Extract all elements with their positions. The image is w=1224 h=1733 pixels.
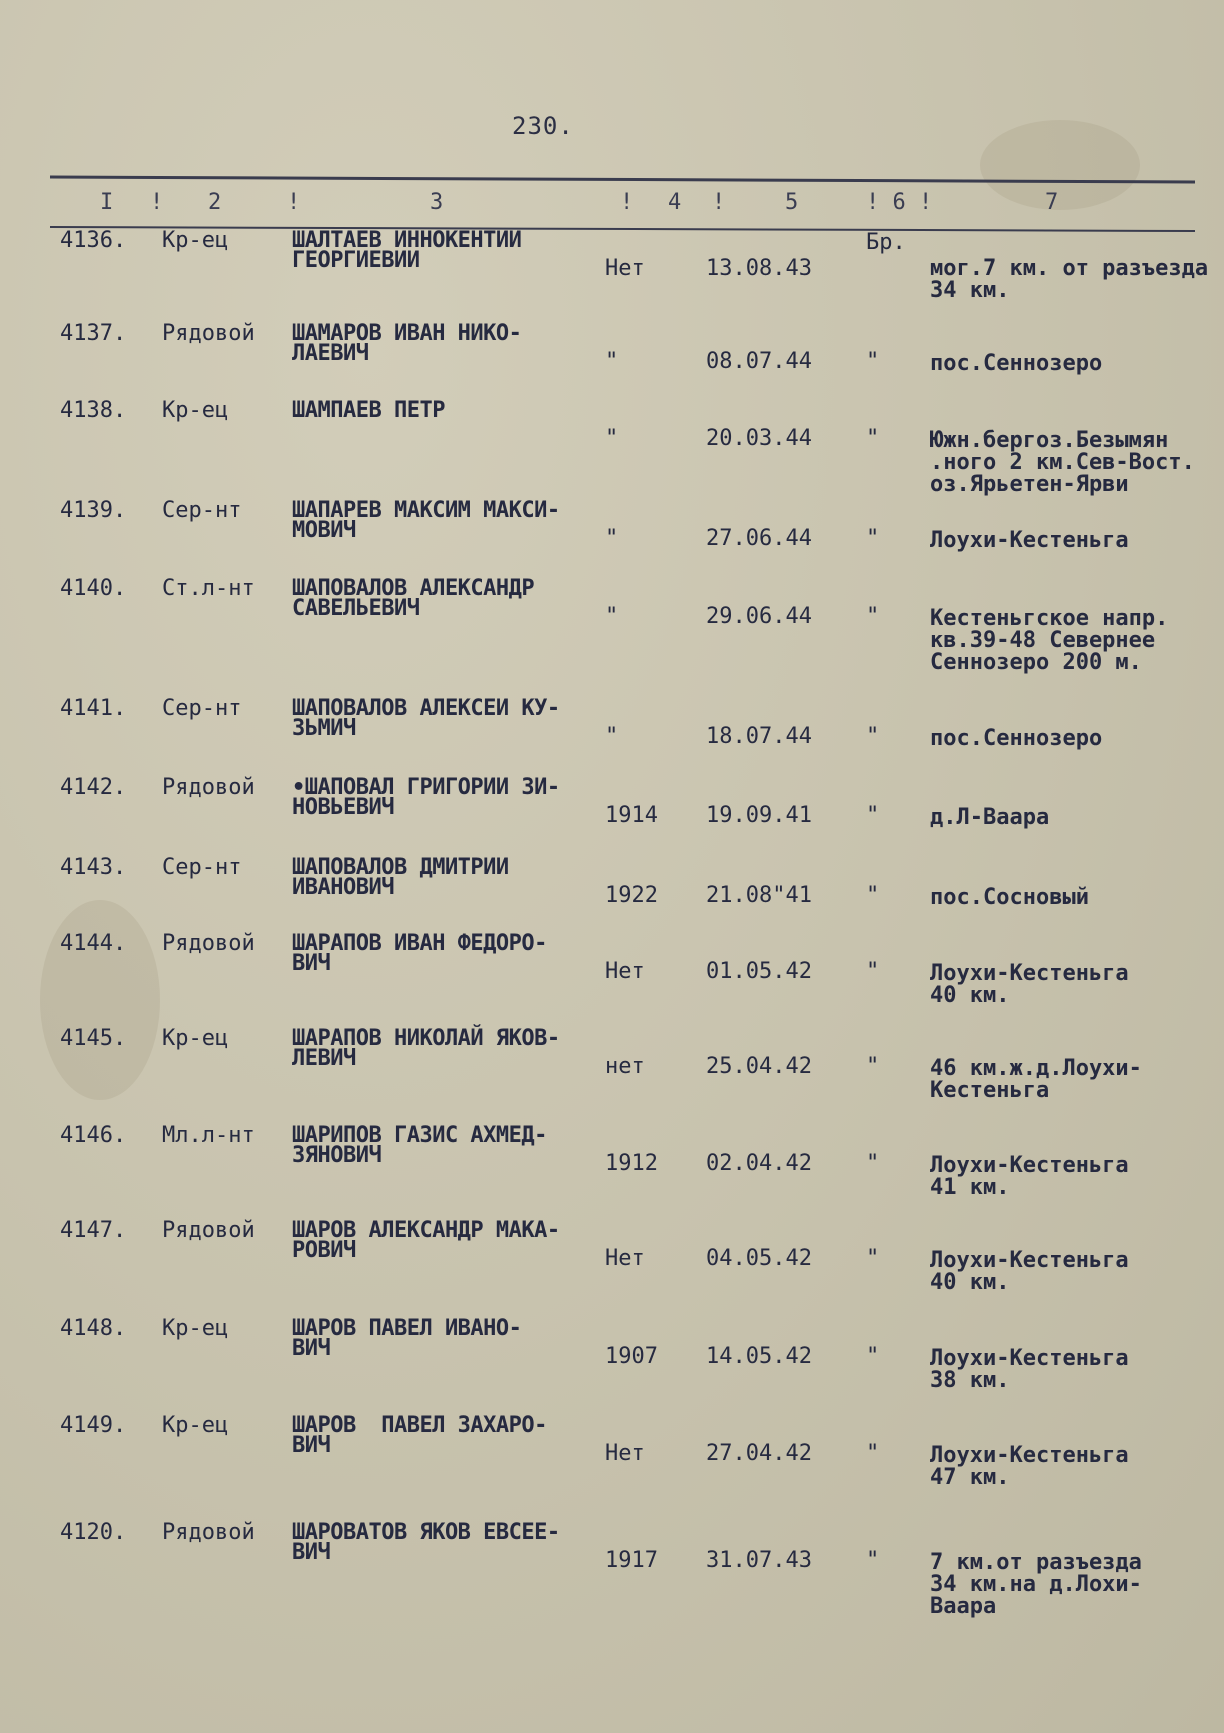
column-header: 4 [668, 190, 682, 215]
military-rank: Рядовой [162, 775, 255, 800]
burial-place-line: 40 км. [930, 983, 1010, 1008]
burial-type: " [866, 883, 880, 908]
burial-type: " [866, 1151, 880, 1176]
full-name-line: РОВИЧ [292, 1238, 356, 1263]
full-name-line: ЗЯНОВИЧ [292, 1143, 382, 1168]
birth-year: " [605, 526, 619, 551]
military-rank: Рядовой [162, 321, 255, 346]
full-name-line: ЗЬМИЧ [292, 716, 356, 741]
full-name-line: ШАРАПОВ ИВАН ФЕДОРО- [292, 931, 547, 956]
military-rank: Ст.л-нт [162, 576, 255, 601]
burial-type: " [866, 1246, 880, 1271]
death-date: 13.08.43 [706, 256, 812, 281]
record-number: 4147. [60, 1218, 127, 1243]
death-date: 20.03.44 [706, 426, 812, 451]
birth-year: 1907 [605, 1344, 658, 1369]
death-date: 29.06.44 [706, 604, 812, 629]
birth-year: Нет [605, 1441, 645, 1466]
birth-year: " [605, 426, 619, 451]
death-date: 25.04.42 [706, 1054, 812, 1079]
full-name-line: ШАПОВАЛОВ ДМИТРИИ [292, 855, 509, 880]
burial-place-line: Лоухи-Кестеньга [930, 1346, 1129, 1371]
column-separator: ! [150, 190, 164, 215]
column-header: 5 [785, 190, 799, 215]
column-header: 3 [430, 190, 444, 215]
record-number: 4120. [60, 1520, 127, 1545]
column-separator: ! [287, 190, 301, 215]
military-rank: Кр-ец [162, 228, 229, 253]
full-name-line: ВИЧ [292, 1540, 331, 1565]
full-name-line: САВЕЛЬЕВИЧ [292, 596, 420, 621]
full-name-line: ВИЧ [292, 1433, 331, 1458]
burial-place-line: пос.Сосновый [930, 885, 1089, 910]
burial-place-line: 41 км. [930, 1175, 1010, 1200]
death-date: 04.05.42 [706, 1246, 812, 1271]
burial-place-line: 34 км. [930, 278, 1010, 303]
full-name-line: ШАРИПОВ ГАЗИС АХМЕД- [292, 1123, 547, 1148]
burial-place-line: Южн.бергоз.Безымян [930, 428, 1169, 453]
full-name-line: ЛЕВИЧ [292, 1046, 356, 1071]
column-separator: ! [620, 190, 634, 215]
death-date: 02.04.42 [706, 1151, 812, 1176]
burial-place-line: 34 км.на д.Лохи- [930, 1572, 1142, 1597]
death-date: 19.09.41 [706, 803, 812, 828]
birth-year: Нет [605, 1246, 645, 1271]
death-date: 18.07.44 [706, 724, 812, 749]
burial-place-line: оз.Ярьетен-Ярви [930, 472, 1129, 497]
birth-year: " [605, 724, 619, 749]
burial-place-line: 38 км. [930, 1368, 1010, 1393]
record-number: 4141. [60, 696, 127, 721]
birth-year: нет [605, 1054, 645, 1079]
paper-stain [980, 120, 1140, 210]
burial-place-line: мог.7 км. от разъезда [930, 256, 1209, 281]
burial-place-line: Лоухи-Кестеньга [930, 1443, 1129, 1468]
burial-type: " [866, 1054, 880, 1079]
military-rank: Кр-ец [162, 1413, 229, 1438]
burial-place-line: Лоухи-Кестеньга [930, 961, 1129, 986]
military-rank: Кр-ец [162, 1026, 229, 1051]
full-name-line: МОВИЧ [292, 518, 356, 543]
full-name-line: ШАПАРЕВ МАКСИМ МАКСИ- [292, 498, 560, 523]
burial-place-line: пос.Сеннозеро [930, 351, 1103, 376]
full-name-line: ШАРОВ ПАВЕЛ ЗАХАРО- [292, 1413, 547, 1438]
record-number: 4144. [60, 931, 127, 956]
birth-year: Нет [605, 959, 645, 984]
record-number: 4145. [60, 1026, 127, 1051]
burial-type: " [866, 1548, 880, 1573]
full-name-line: НОВЬЕВИЧ [292, 795, 394, 820]
record-number: 4140. [60, 576, 127, 601]
birth-year: 1912 [605, 1151, 658, 1176]
military-rank: Сер-нт [162, 498, 242, 523]
full-name-line: ШАРАПОВ НИКОЛАЙ ЯКОВ- [292, 1026, 560, 1051]
death-date: 14.05.42 [706, 1344, 812, 1369]
full-name-line: ГЕОРГИЕВИИ [292, 248, 420, 273]
burial-place-line: пос.Сеннозеро [930, 726, 1103, 751]
paper-stain [40, 900, 160, 1100]
record-number: 4143. [60, 855, 127, 880]
birth-year: " [605, 604, 619, 629]
full-name-line: ШАРОВ АЛЕКСАНДР МАКА- [292, 1218, 560, 1243]
column-header: ! 6 ! [866, 190, 933, 215]
birth-year: 1914 [605, 803, 658, 828]
burial-type: " [866, 803, 880, 828]
record-number: 4149. [60, 1413, 127, 1438]
burial-place-line: 40 км. [930, 1270, 1010, 1295]
burial-place-line: Кестеньгское напр. [930, 606, 1169, 631]
birth-year: 1922 [605, 883, 658, 908]
record-number: 4136. [60, 228, 127, 253]
burial-place-line: 46 км.ж.д.Лоухи- [930, 1056, 1142, 1081]
death-date: 27.06.44 [706, 526, 812, 551]
burial-place-line: Лоухи-Кестеньга [930, 1153, 1129, 1178]
full-name-line: ШАРОВ ПАВЕЛ ИВАНО- [292, 1316, 522, 1341]
burial-place-line: кв.39-48 Севернее [930, 628, 1156, 653]
burial-place-line: .ного 2 км.Сев-Вост. [930, 450, 1195, 475]
burial-type: " [866, 1441, 880, 1466]
burial-type: " [866, 526, 880, 551]
column-header: I [100, 190, 114, 215]
full-name-line: •ШАПОВАЛ ГРИГОРИИ ЗИ- [292, 775, 560, 800]
military-rank: Кр-ец [162, 398, 229, 423]
military-rank: Кр-ец [162, 1316, 229, 1341]
column-separator: ! [712, 190, 726, 215]
birth-year: Нет [605, 256, 645, 281]
military-rank: Рядовой [162, 1520, 255, 1545]
burial-type: " [866, 604, 880, 629]
burial-type: " [866, 349, 880, 374]
burial-place-line: Лоухи-Кестеньга [930, 1248, 1129, 1273]
burial-type: " [866, 1344, 880, 1369]
column-header: 7 [1045, 190, 1059, 215]
record-number: 4148. [60, 1316, 127, 1341]
military-rank: Мл.л-нт [162, 1123, 255, 1148]
military-rank: Сер-нт [162, 696, 242, 721]
full-name-line: ШАМПАЕВ ПЕТР [292, 398, 445, 423]
burial-place-line: 7 км.от разъезда [930, 1550, 1142, 1575]
burial-place-line: Лоухи-Кестеньга [930, 528, 1129, 553]
full-name-line: ВИЧ [292, 951, 331, 976]
full-name-line: ИВАНОВИЧ [292, 875, 394, 900]
record-number: 4139. [60, 498, 127, 523]
burial-place-line: 47 км. [930, 1465, 1010, 1490]
record-number: 4138. [60, 398, 127, 423]
full-name-line: ЛАЕВИЧ [292, 341, 369, 366]
full-name-line: ШАРОВАТОВ ЯКОВ ЕВСЕЕ- [292, 1520, 560, 1545]
death-date: 21.08"41 [706, 883, 812, 908]
burial-place-line: Кестеньга [930, 1078, 1050, 1103]
full-name-line: ШАЛТАЕВ ИННОКЕНТИИ [292, 228, 522, 253]
military-rank: Рядовой [162, 1218, 255, 1243]
burial-type: " [866, 724, 880, 749]
full-name-line: ШАМАРОВ ИВАН НИКО- [292, 321, 522, 346]
burial-type: Бр. [866, 230, 906, 255]
burial-place-line: Ваара [930, 1594, 997, 1619]
military-rank: Сер-нт [162, 855, 242, 880]
death-date: 01.05.42 [706, 959, 812, 984]
record-number: 4137. [60, 321, 127, 346]
death-date: 31.07.43 [706, 1548, 812, 1573]
birth-year: " [605, 349, 619, 374]
death-date: 27.04.42 [706, 1441, 812, 1466]
death-date: 08.07.44 [706, 349, 812, 374]
burial-place-line: Сеннозеро 200 м. [930, 650, 1142, 675]
column-header: 2 [208, 190, 222, 215]
birth-year: 1917 [605, 1548, 658, 1573]
full-name-line: ШАПОВАЛОВ АЛЕКСАНДР [292, 576, 535, 601]
page-number: 230. [512, 112, 574, 140]
full-name-line: ШАПОВАЛОВ АЛЕКСЕИ КУ- [292, 696, 560, 721]
burial-place-line: д.Л-Ваара [930, 805, 1050, 830]
record-number: 4142. [60, 775, 127, 800]
burial-type: " [866, 426, 880, 451]
full-name-line: ВИЧ [292, 1336, 331, 1361]
record-number: 4146. [60, 1123, 127, 1148]
military-rank: Рядовой [162, 931, 255, 956]
burial-type: " [866, 959, 880, 984]
